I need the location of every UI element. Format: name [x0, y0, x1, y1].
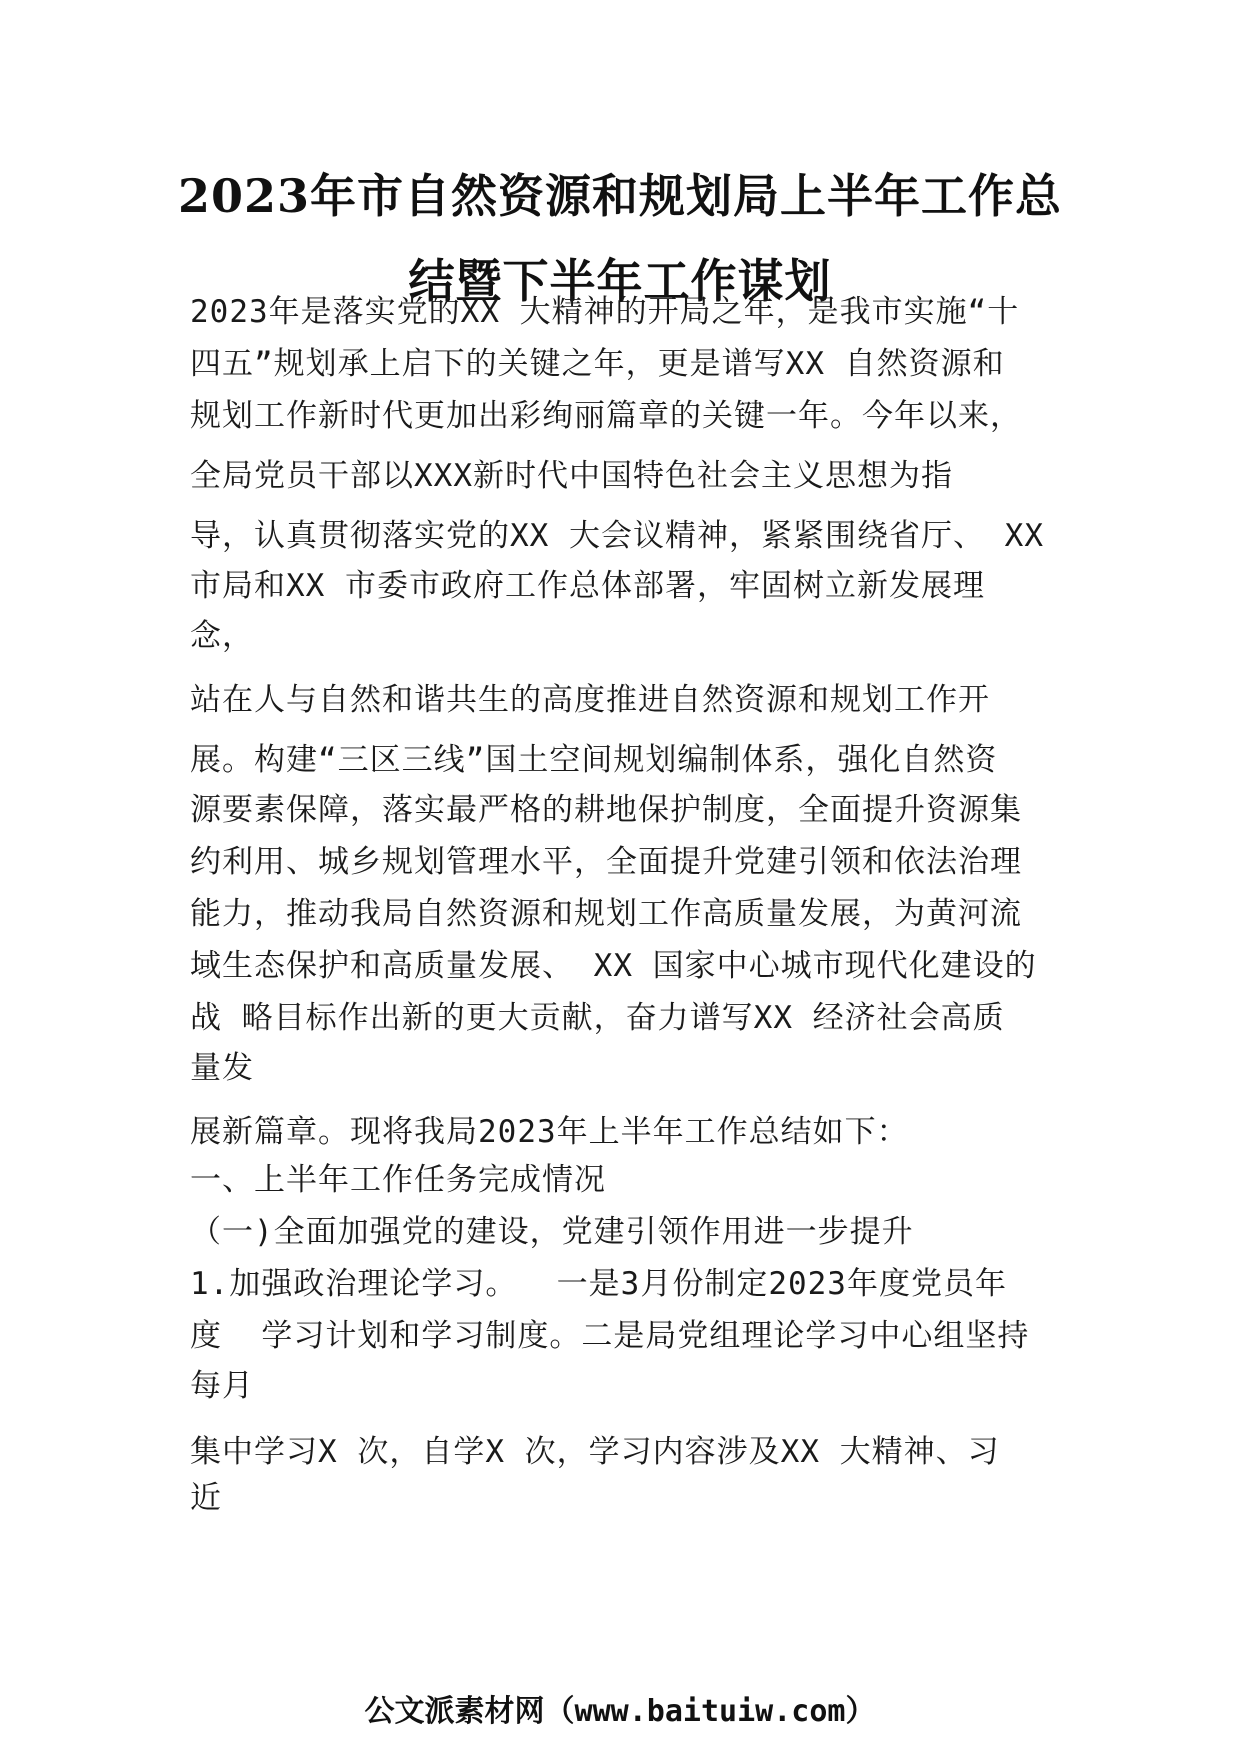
body-line: 1.加强政治理论学习。 一是3月份制定2023年度党员年 — [190, 1266, 1007, 1302]
body-line: 导，认真贯彻落实党的XX 大会议精神，紧紧围绕省厅、 XX — [190, 518, 1044, 554]
body-line: 全局党员干部以XXX新时代中国特色社会主义思想为指 — [190, 458, 953, 494]
footer-watermark: 公文派素材网（www.baituiw.com） — [364, 1694, 876, 1729]
body-line: 源要素保障，落实最严格的耕地保护制度，全面提升资源集 — [190, 792, 1022, 828]
body-line: 能力，推动我局自然资源和规划工作高质量发展，为黄河流 — [190, 896, 1022, 932]
body-line: 站在人与自然和谐共生的高度推进自然资源和规划工作开 — [190, 682, 990, 718]
body-line: 展新篇章。现将我局2023年上半年工作总结如下： — [190, 1114, 909, 1150]
body-line: 近 — [190, 1480, 222, 1516]
body-line: 约利用、城乡规划管理水平，全面提升党建引领和依法治理 — [190, 844, 1022, 880]
document-title-line-2: 结暨下半年工作谋划 — [408, 254, 832, 308]
body-line: 战 略目标作出新的更大贡献，奋力谱写XX 经济社会高质 — [190, 1000, 1005, 1036]
section-heading: 一、上半年工作任务完成情况 — [190, 1162, 606, 1198]
body-line: 展。构建“三区三线”国土空间规划编制体系，强化自然资 — [190, 742, 998, 778]
document-title-line-1: 2023年市自然资源和规划局上半年工作总 — [177, 169, 1063, 223]
body-line: 2023年是落实党的XX 大精神的开局之年，是我市实施“十 — [190, 294, 1020, 330]
body-line: 域生态保护和高质量发展、 XX 国家中心城市现代化建设的 — [190, 948, 1037, 984]
body-line: 市局和XX 市委市政府工作总体部署，牢固树立新发展理 — [190, 568, 985, 604]
body-line: 四五”规划承上启下的关键之年，更是谱写XX 自然资源和 — [190, 346, 1005, 382]
body-line: 规划工作新时代更加出彩绚丽篇章的关键一年。今年以来， — [190, 398, 1022, 434]
body-line: 念， — [190, 618, 254, 654]
body-line: 量发 — [190, 1050, 254, 1086]
body-line: 每月 — [190, 1368, 254, 1404]
subsection-heading: （一)全面加强党的建设，党建引领作用进一步提升 — [190, 1214, 914, 1250]
body-line: 度 学习计划和学习制度。二是局党组理论学习中心组坚持 — [190, 1318, 1030, 1354]
body-line: 集中学习X 次，自学X 次，学习内容涉及XX 大精神、习 — [190, 1434, 1000, 1470]
